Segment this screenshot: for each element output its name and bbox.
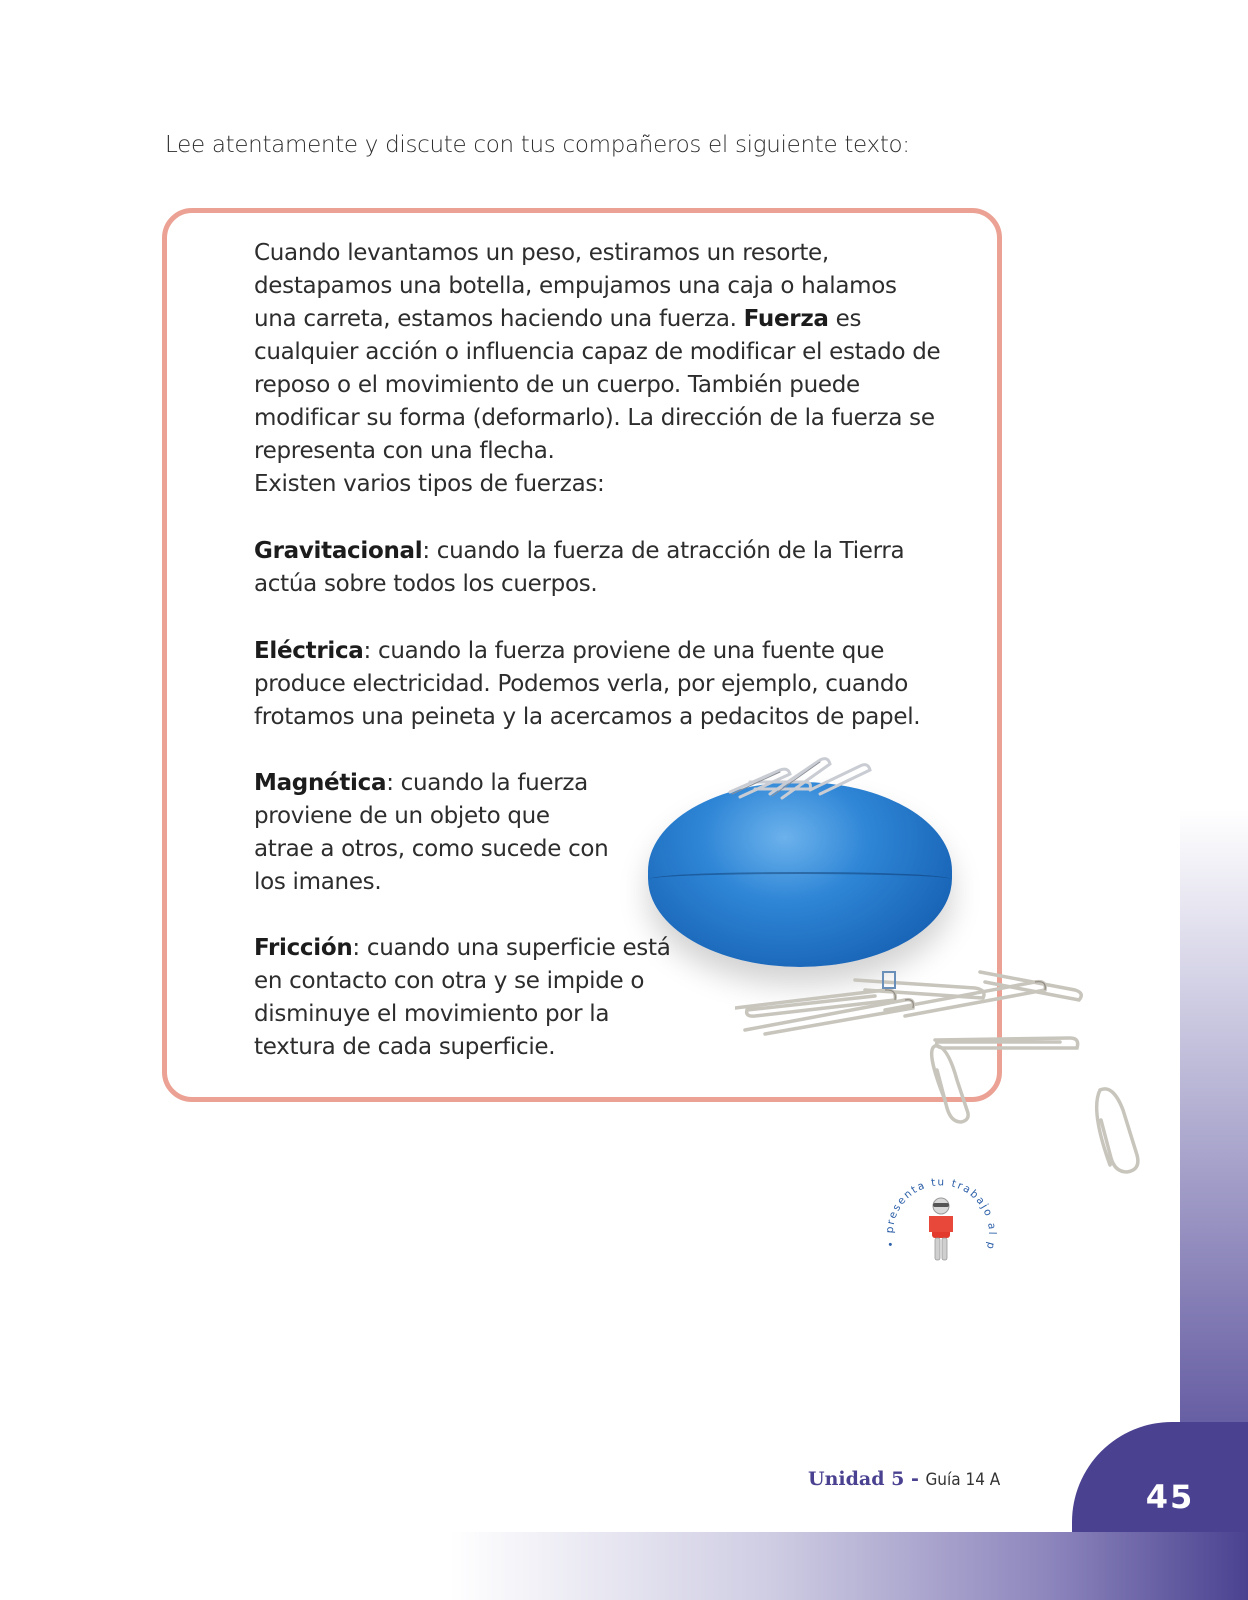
intro-text-2: es cualquier acción o influencia capaz de modificar el estado de reposo o el movimiento de un cuerpo. También puede modificar su forma (deformarlo). La dirección de la fuerza se representa con una flecha. xyxy=(254,306,941,464)
term-magnetica: Magnética xyxy=(254,770,387,796)
type-magnetica xyxy=(254,767,614,899)
intro-text-1: Cuando levantamos un peso, estiramos un resorte, destapamos una botella, empujamos una caja o halamos una carreta, estamos haciendo una fuerza. xyxy=(254,240,897,332)
term-electrica: Eléctrica xyxy=(254,638,364,664)
guide-label: Guía 14 A xyxy=(925,1470,1001,1490)
paperclips-on-magnet-icon xyxy=(710,752,890,812)
instruction-text: Lee atentamente y discute con tus compañeros el siguiente texto: xyxy=(165,132,910,158)
page-number: 45 xyxy=(1145,1478,1195,1516)
badge-text: • presenta tu trabajo al p xyxy=(883,1176,999,1252)
electrica-text: : cuando la fuerza proviene de una fuente que produce electricidad. Podemos verla, por ejemplo, cuando frotamos una peineta y la acercamos a pedacitos de papel. xyxy=(254,638,921,730)
term-friccion: Fricción xyxy=(254,935,353,961)
scattered-paperclips-icon xyxy=(735,960,1155,1190)
intro-paragraph xyxy=(254,237,944,501)
student-reading-icon xyxy=(882,1168,1000,1286)
type-friccion xyxy=(254,932,694,1064)
footer-dash: - xyxy=(904,1468,926,1490)
unit-label: Unidad 5 xyxy=(808,1468,905,1490)
term-gravitacional: Gravitacional xyxy=(254,538,423,564)
type-gravitacional xyxy=(254,535,954,601)
types-intro: Existen varios tipos de fuerzas: xyxy=(254,471,605,497)
magnet-image xyxy=(640,752,960,982)
present-to-teacher-badge xyxy=(882,1168,1000,1286)
magnet-seam xyxy=(650,872,950,886)
friccion-text: : cuando una superficie está en contacto con otra y se impide o disminuye el movimiento por la textura de cada superficie. xyxy=(254,935,671,1060)
footer-unit-guide xyxy=(808,1468,1048,1490)
magnetica-text: : cuando la fuerza proviene de un objeto que atrae a otros, como sucede con los imanes. xyxy=(254,770,609,895)
gravitacional-text: : cuando la fuerza de atracción de la Tierra actúa sobre todos los cuerpos. xyxy=(254,538,905,597)
type-electrica xyxy=(254,635,934,734)
term-fuerza: Fuerza xyxy=(743,306,829,332)
decorative-bottom-band xyxy=(450,1532,1248,1600)
